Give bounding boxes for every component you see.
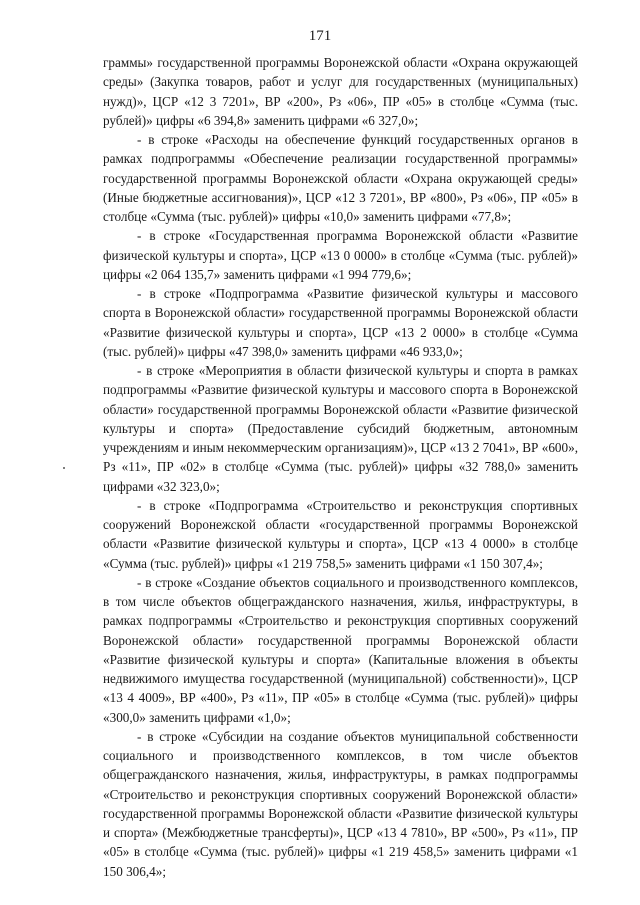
paragraph-sport-facilities-subprogram: - в строке «Подпрограмма «Строительство и реконструкция спортивных сооружений Воронежской области «государственной программы Воронежской области «Развитие физической культуры и спорта», ЦСР «13 4 0000» в столбце «Сумма (тыс. рублей)» цифры «1 219 758,5» заменить цифрами «1 150 307,4»; xyxy=(103,497,578,571)
document-body xyxy=(103,53,578,881)
paragraph-sport-program: - в строке «Государственная программа Воронежской области «Развитие физической культуры и спорта», ЦСР «13 0 0000» в столбце «Сумма (тыс. рублей)» цифры «2 064 135,7» заменить цифрами «1 994 779,6»; xyxy=(103,228,578,282)
paragraph-municipal-subsidies: - в строке «Субсидии на создание объектов муниципальной собственности социального и производственного комплексов, в том числе объектов общегражданского назначения, жилья, инфраструктуры, в рамках подпрограммы «Строительство и реконструкция спортивных сооружений Воронежской области» государственной программы Воронежской области «Развитие физической культуры и спорта» (Межбюджетные трансферты)», ЦСР «13 4 7810», ВР «500», Рз «11», ПР «05» в столбце «Сумма (тыс. рублей)» цифры «1 219 458,5» заменить цифрами «1 150 306,4»; xyxy=(103,728,578,879)
paragraph-social-objects-creation: - в строке «Создание объектов социального и производственного комплексов, в том числе объектов общегражданского назначения, жилья, инфраструктуры, в рамках подпрограммы «Строительство и реконструкция спортивных сооружений Воронежской области» государственной программы Воронежской области «Развитие физической культуры и спорта» (Капитальные вложения в объекты недвижимого имущества государственной (муниципальной) собственности)», ЦСР «13 4 4009», ВР «400», Рз «11», ПР «05» в столбце «Сумма (тыс. рублей)» цифры «300,0» заменить цифрами «1,0»; xyxy=(103,574,578,725)
paragraph-continuation: граммы» государственной программы Воронежской области «Охрана окружающей среды» (Закупка товаров, работ и услуг для государственных (муниципальных) нужд)», ЦСР «12 3 7201», ВР «200», Рз «06», ПР «05» в столбце «Сумма (тыс. рублей)» цифры «6 394,8» заменить цифрами «6 327,0»; xyxy=(103,55,578,128)
paragraph-sport-events: - в строке «Мероприятия в области физической культуры и спорта в рамках подпрограммы «Развитие физической культуры и массового спорта в Воронежской области» государственной программы Воронежской области «Развитие физической культуры и спорта» (Предоставление субсидий бюджетным, автономным учреждениям и иным некоммерческим организациям)», ЦСР «13 2 7041», ВР «600», Рз «11», ПР «02» в столбце «Сумма (тыс. рублей)» цифры «32 788,0» заменить цифрами «32 323,0»; xyxy=(103,363,578,494)
page-number: 171 xyxy=(308,28,332,44)
paragraph-state-organs-expenses: - в строке «Расходы на обеспечение функций государственных органов в рамках подпрограммы «Обеспечение реализации государственной программы» государственной программы Воронежской области «Охрана окружающей среды» (Иные бюджетные ассигнования)», ЦСР «12 3 7201», ВР «800», Рз «06», ПР «05» в столбце «Сумма (тыс. рублей)» цифры «10,0» заменить цифрами «77,8»; xyxy=(103,132,578,224)
scan-speck xyxy=(63,467,65,469)
paragraph-mass-sport-subprogram: - в строке «Подпрограмма «Развитие физической культуры и массового спорта в Воронежской области» государственной программы Воронежской области «Развитие физической культуры и спорта», ЦСР «13 2 0000» в столбце «Сумма (тыс. рублей)» цифры «47 398,0» заменить цифрами «46 933,0»; xyxy=(103,286,578,359)
